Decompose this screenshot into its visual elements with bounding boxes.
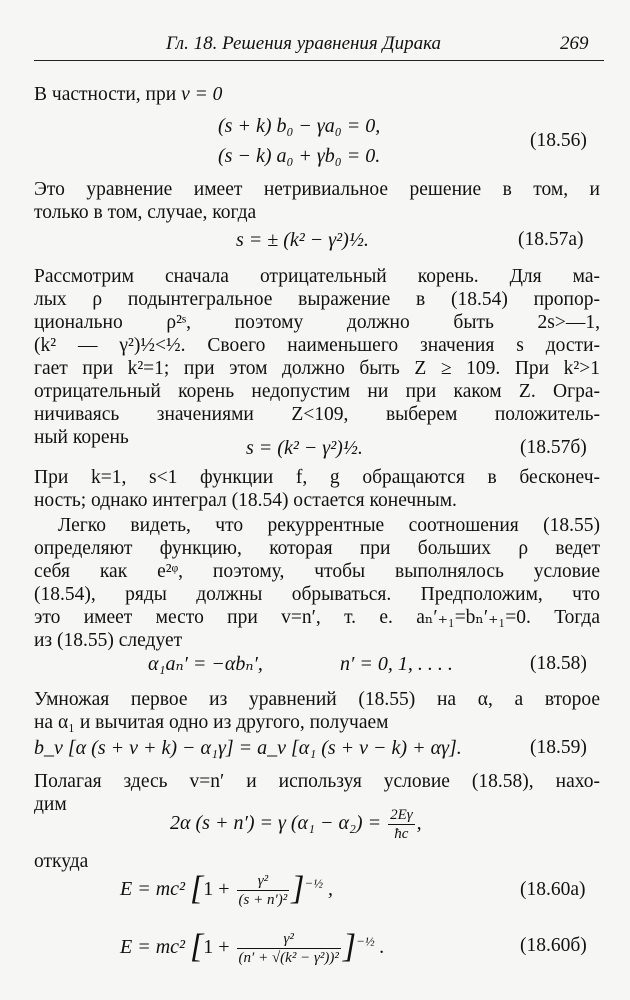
text-line: это имеет место при v=n′, т. е. aₙ′₊₁=bₙ′₊₁=0. Тогда (34, 607, 600, 628)
text-line: определяют функцию, которая при больших ρ ведет (34, 538, 600, 559)
header-rule (34, 60, 604, 61)
running-title: Гл. 18. Решения уравнения Дирака (166, 33, 442, 54)
page-number: 269 (560, 33, 589, 54)
text-line: из (18.55) следует (34, 630, 183, 651)
text-line: ничиваясь значениями Z<109, выберем положитель- (34, 404, 600, 425)
equation-18-59: b_v [α (s + v + k) − α₁γ] = a_v [α₁ (s + v − k) + αγ]. (34, 737, 462, 759)
equation-18-57a: s = ± (k² − γ²)½. (236, 229, 369, 251)
text-line: (k² — γ²)½<½. Своего наименьшего значения s дости- (34, 335, 600, 356)
text-line: лых ρ подынтегральное выражение в (18.54) пропор- (34, 289, 600, 310)
equation-number: (18.58) (530, 653, 587, 674)
equation-18-60b: E = mc² [1 + $\frac{\text{γ²}}{\text{(n′ + √(k² − γ²))²}}$ ]$^{-\frac{1}{2}}$ . (120, 928, 385, 966)
text-line: Полагая здесь v=n′ и используя условие (18.58), нахо- (34, 771, 600, 792)
equation-18-60a: E = mc² [1 + $\frac{\text{γ²}}{\text{(s + n′)²}}$ ]$^{-\frac{1}{2}}$ , (120, 870, 334, 908)
equation-energy-relation: 2α (s + n′) = γ (α₁ − α₂) = $\frac{2E\gamma}{ħc}$ , (170, 807, 422, 842)
text-line: (18.54), ряды должны обрываться. Предположим, что (34, 584, 600, 605)
equation-18-56-line2: (s − k) a₀ + γb₀ = 0. (218, 145, 381, 167)
equation-18-56-line1: (s + k) b₀ − γa₀ = 0, (218, 115, 381, 137)
equation-number: (18.57б) (520, 437, 587, 458)
text-line: только в том, случае, когда (34, 202, 257, 223)
text-line: ционально ρ²ˢ, поэтому должно быть 2s>—1, (34, 312, 600, 333)
text-line: ность; однако интеграл (18.54) остается конечным. (34, 490, 457, 511)
text-line: отрицательный корень недопустим ни при каком Z. Огра- (34, 381, 600, 402)
equation-number: (18.60б) (520, 935, 587, 956)
text-line: себя как e²ᵠ, поэтому, чтобы выполнялось условие (34, 561, 600, 582)
text-line: на α₁ и вычитая одно из другого, получаем (34, 712, 389, 733)
equation-18-58: α₁aₙ′ = −αbₙ′, (148, 653, 263, 675)
text-line: Умножая первое из уравнений (18.55) на α, а второе (34, 689, 600, 710)
text-line: дим (34, 794, 67, 815)
text-line: При k=1, s<1 функции f, g обращаются в бесконеч- (34, 467, 600, 488)
text-line: Легко видеть, что рекуррентные соотношения (18.55) (58, 515, 600, 536)
text-line: гает при k²=1; при этом должно быть Z ≥ 109. При k²>1 (34, 358, 600, 379)
equation-number: (18.56) (530, 130, 587, 151)
equation-number: (18.60a) (520, 879, 586, 900)
text-line: ный корень (34, 427, 129, 448)
text-line: Рассмотрим сначала отрицательный корень. Для ма- (34, 266, 600, 287)
equation-number: (18.59) (530, 737, 587, 758)
equation-18-57b: s = (k² − γ²)½. (246, 437, 363, 459)
text-line: В частности, при v = 0 (34, 84, 223, 105)
equation-18-58-range: n′ = 0, 1, . . . . (340, 653, 453, 675)
text-line: откуда (34, 851, 89, 872)
equation-number: (18.57a) (518, 229, 584, 250)
text-line: Это уравнение имеет нетривиальное решение в том, и (34, 179, 600, 200)
